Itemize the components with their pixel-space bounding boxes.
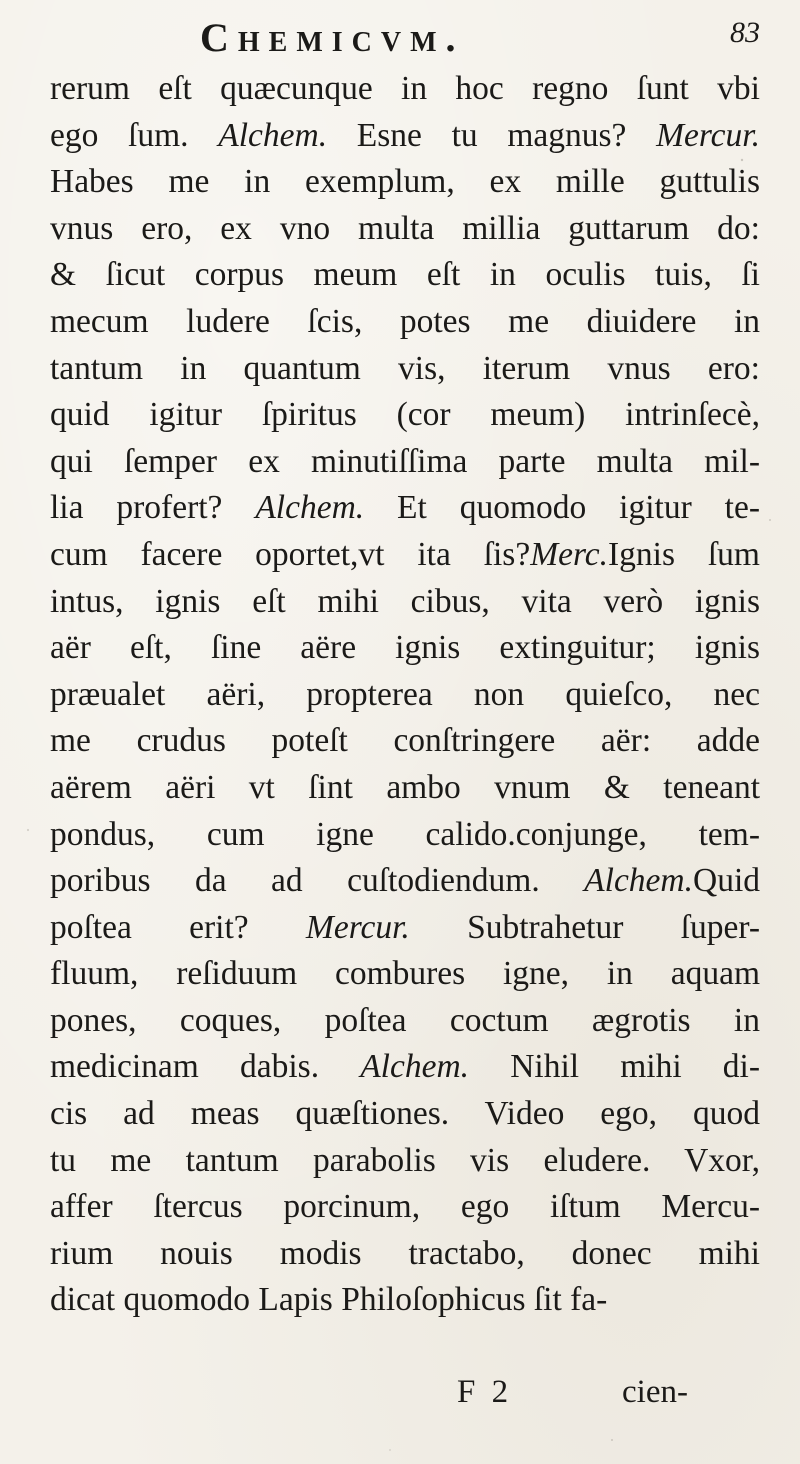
text-line [50,718,760,765]
text-segment: mecum ludere ſcis, potes me diuidere in [50,302,760,340]
speaker-name: Alchem. [218,116,328,154]
text-line [50,1044,760,1091]
text-segment: fluum, reſiduum combures igne, in aquam [50,955,760,993]
text-segment: Habes me in exemplum, ex mille guttulis [50,163,760,201]
text-line [50,66,760,113]
text-segment: qui ſemper ex minutiſſima parte multa mil- [50,442,760,480]
speaker-name: Merc. [530,535,609,573]
text-segment: affer ſtercus porcinum, ego iſtum Mercu- [50,1188,760,1226]
text-segment: Esne tu magnus? [327,116,657,154]
text-line [50,858,760,905]
text-segment: aër eſt, ſine aëre ignis extinguitur; ignis [50,629,760,667]
page-header [200,14,760,60]
signature-mark: F 2 [457,1374,513,1410]
text-line [50,812,760,859]
speaker-name: Alchem. [360,1048,470,1086]
text-segment: me crudus poteſt conſtringere aër: adde [50,722,760,760]
text-line [50,1231,760,1278]
text-segment: pones, coques, poſtea coctum ægrotis in [50,1001,760,1039]
text-segment: rerum eſt quæcunque in hoc regno ſunt vbi [50,70,760,107]
text-segment: Subtrahetur ſuper- [409,908,760,946]
running-head: Chemicvm. [200,15,465,60]
text-line [50,299,760,346]
text-line [50,1091,760,1138]
text-segment: poribus da ad cuſtodiendum. [50,862,585,900]
text-segment: rium nouis modis tractabo, donec mihi [50,1234,760,1272]
text-segment: præualet aëri, propterea non quieſco, nec [50,675,760,713]
body-text [50,66,760,1324]
text-line [50,765,760,812]
speaker-name: Alchem. [255,489,365,527]
text-line [50,672,760,719]
speaker-name: Mercur. [305,908,410,946]
text-segment: tantum in quantum vis, iterum vnus ero: [50,349,760,387]
speaker-name: Alchem. [584,862,693,900]
text-line [50,951,760,998]
text-line [50,392,760,439]
page-number: 83 [730,16,760,49]
text-segment: medicinam dabis. [50,1048,361,1086]
speaker-name: Mercur. [656,116,760,154]
text-segment: poſtea erit? [50,908,306,946]
text-line [50,113,760,160]
text-segment: lia profert? [50,489,256,527]
text-segment: Et quomodo igitur te- [364,489,760,527]
page-footer [0,1374,800,1420]
text-line [50,439,760,486]
text-line [50,532,760,579]
text-segment: quid igitur ſpiritus (cor meum) intrinſecè, [50,396,760,434]
text-line [50,625,760,672]
text-line [50,346,760,393]
text-line [50,1138,760,1185]
text-segment: intus, ignis eſt mihi cibus, vita verò ignis [50,582,760,620]
text-segment: aërem aëri vt ſint ambo vnum & teneant [50,768,760,806]
text-line [50,579,760,626]
text-line [50,485,760,532]
text-line [50,206,760,253]
text-line [50,1184,760,1231]
text-segment: cis ad meas quæſtiones. Video ego, quod [50,1095,760,1133]
text-segment: vnus ero, ex vno multa millia guttarum do: [50,209,760,247]
catchword: cien- [622,1374,688,1410]
text-line [50,159,760,206]
text-line [50,252,760,299]
text-segment: cum facere oportet,vt ita ſis? [50,535,531,573]
text-segment: dicat quomodo Lapis Philoſophicus ſit fa- [50,1281,608,1319]
text-line [50,1277,760,1324]
text-segment: ego ſum. [50,116,219,154]
text-segment: Nihil mihi di- [469,1048,760,1086]
text-segment: & ſicut corpus meum eſt in oculis tuis, ſi [50,256,760,294]
text-segment: Quid [693,862,760,900]
text-line [50,998,760,1045]
text-segment: pondus, cum igne calido.conjunge, tem- [50,815,760,853]
text-line [50,905,760,952]
text-segment: Ignis ſum [608,535,760,573]
text-segment: tu me tantum parabolis vis eludere. Vxor, [50,1141,760,1179]
